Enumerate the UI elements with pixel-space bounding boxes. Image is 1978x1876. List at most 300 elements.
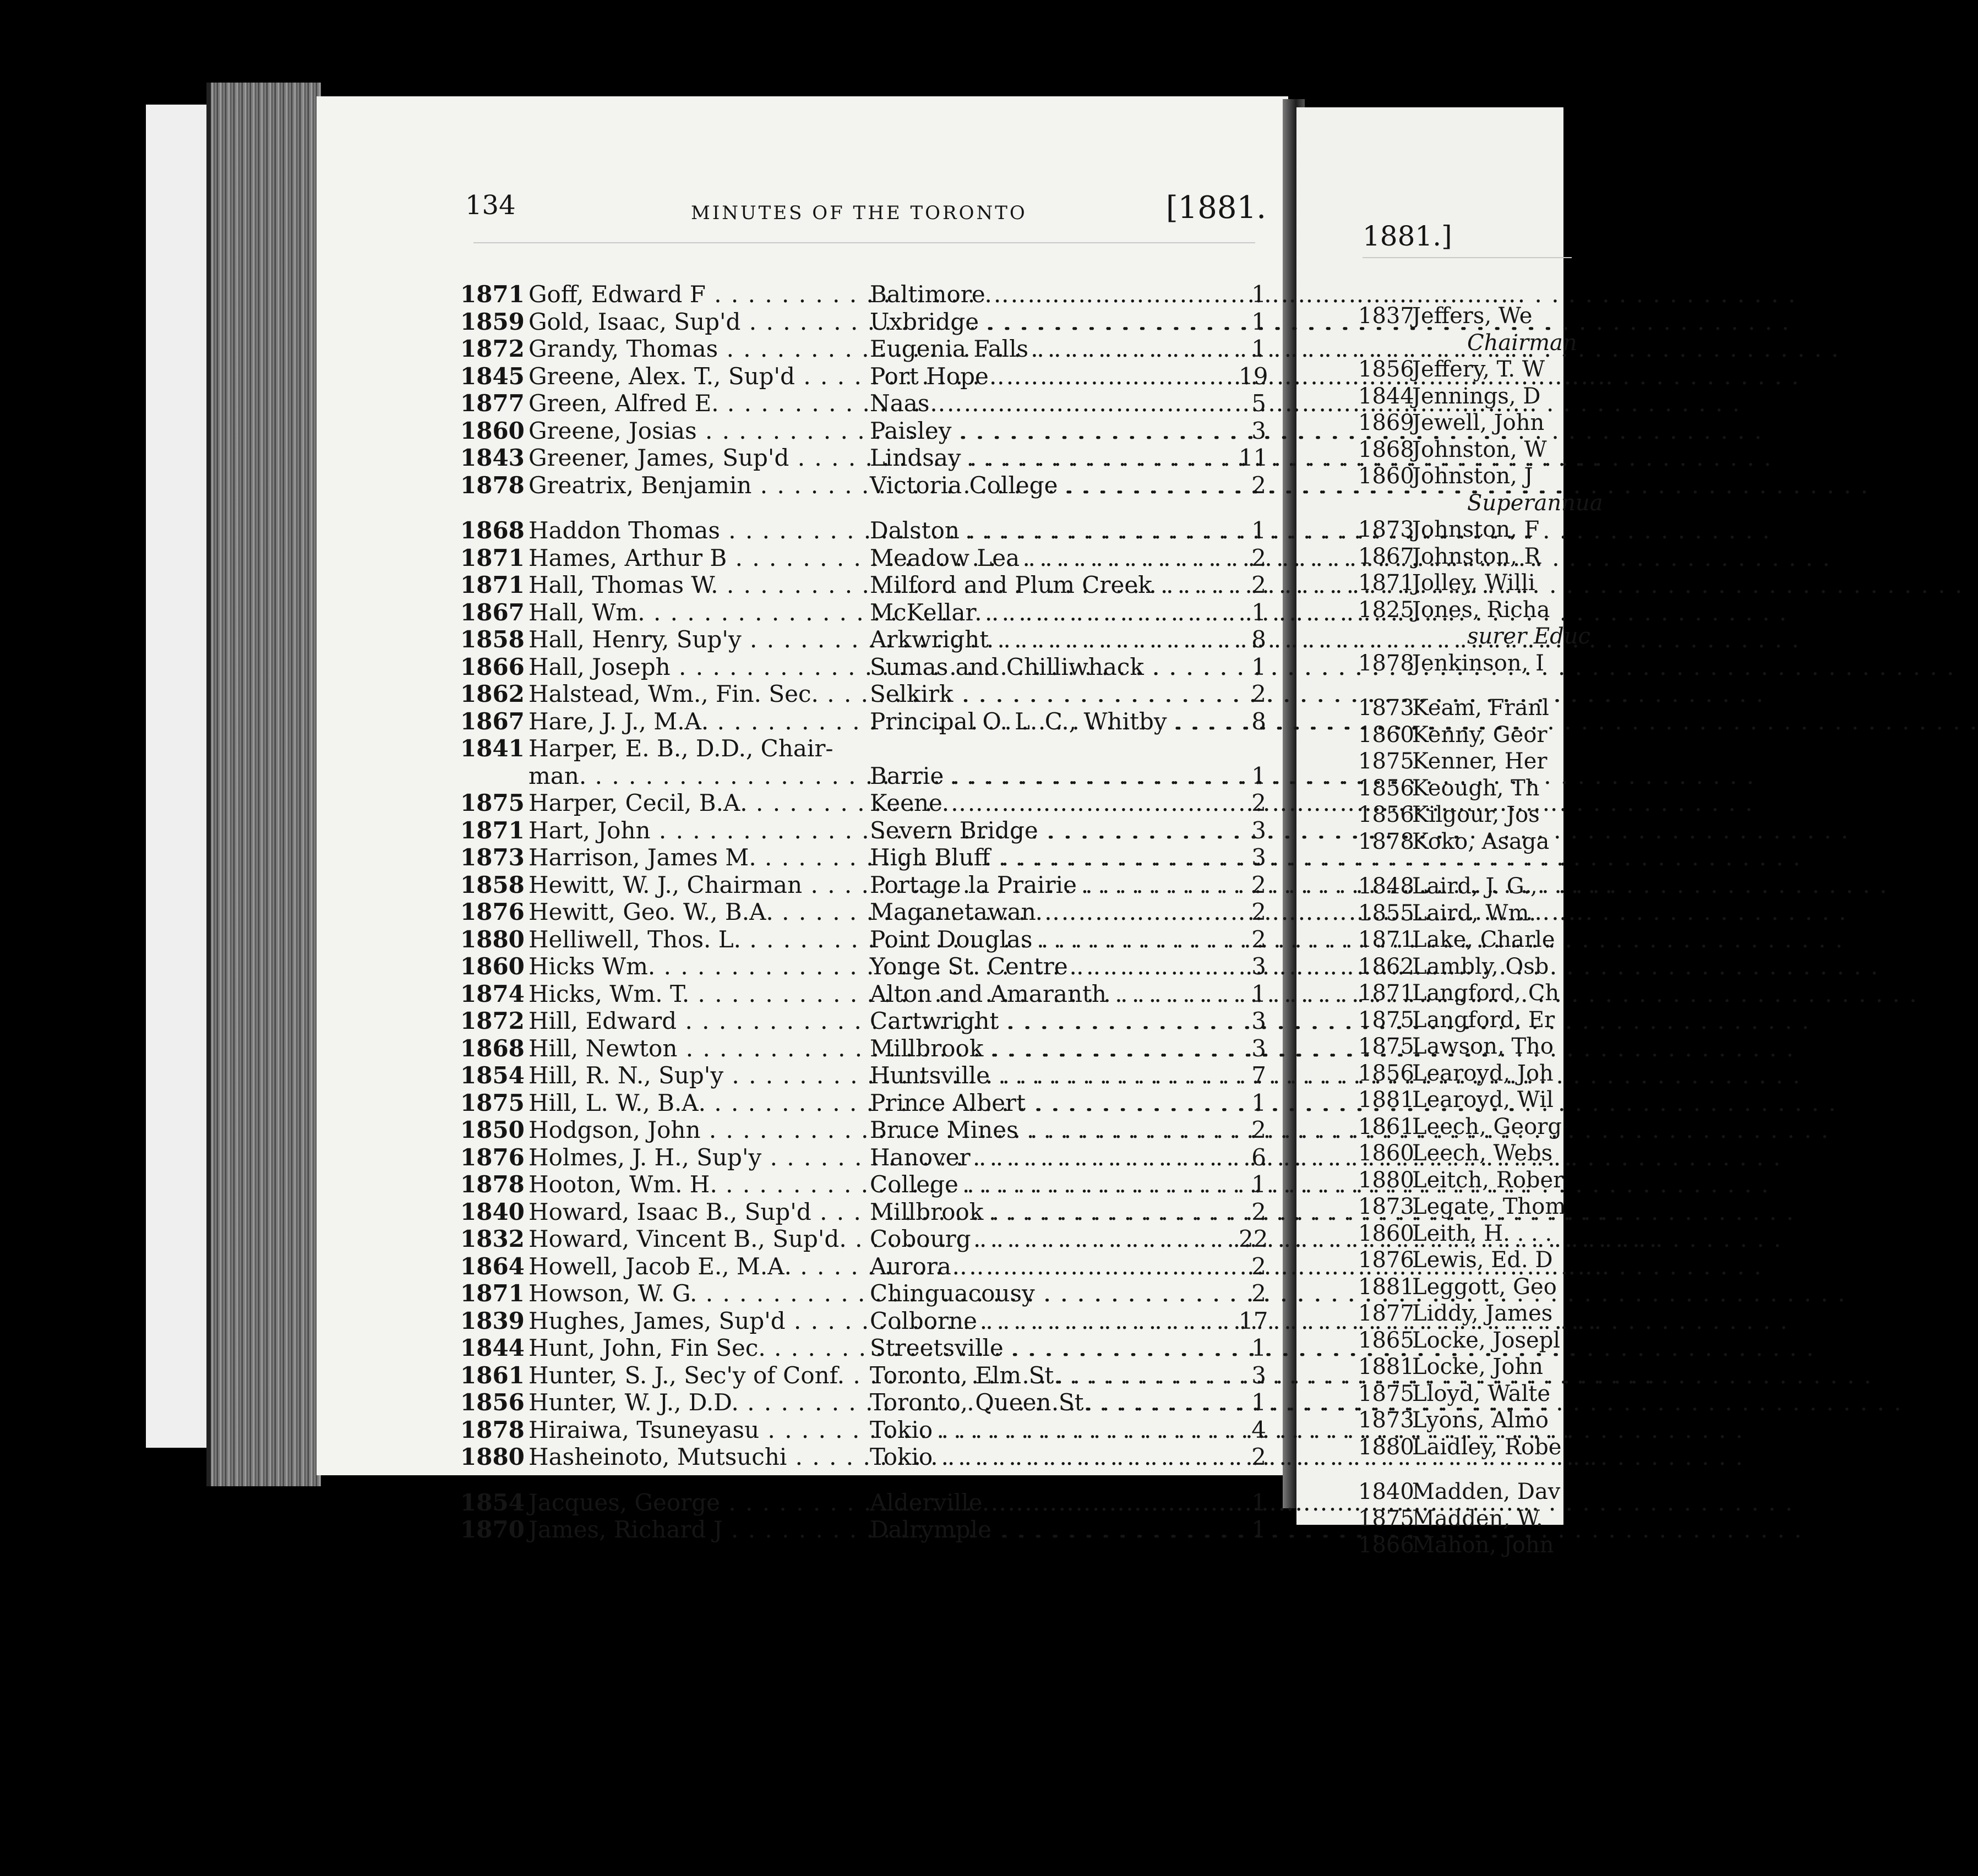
right-entry-text: Jewell, John [1412, 410, 1545, 435]
entry-year: 1850 [460, 1116, 525, 1143]
entry-place: Toronto, Elm St. . . . [870, 1362, 1239, 1389]
entry-place: Selkirk . . . [870, 680, 1239, 708]
entry-count: 2 [1251, 571, 1266, 598]
entry-name: Hall, Joseph . . . [528, 653, 865, 681]
entry-count: 7 [1251, 1062, 1266, 1089]
right-entry-text: Chairman [1467, 330, 1577, 356]
right-entry-year: 1877 [1358, 1301, 1414, 1326]
entry-count: 2 [1251, 1443, 1266, 1470]
entry-year: 1880 [460, 925, 525, 953]
entry-row [446, 1307, 1266, 1335]
entry-year: 1871 [460, 571, 525, 598]
right-entry-text: Jolley, Willi [1412, 570, 1535, 596]
entry-year: 1854 [460, 1062, 525, 1089]
entry-count: 2 [1251, 925, 1266, 953]
right-entry-year: 1873 [1358, 1194, 1414, 1219]
entry-year: 1859 [460, 308, 525, 335]
right-entry-year: 1860 [1358, 1141, 1414, 1166]
page-header [465, 190, 1266, 234]
entry-row [446, 1198, 1266, 1226]
right-entry-year: 1871 [1358, 980, 1414, 1006]
entry-name: Hall, Wm. . . . [528, 599, 865, 626]
entry-year: 1874 [460, 980, 525, 1007]
right-entry-year: 1881 [1358, 1087, 1414, 1112]
right-entry-text: Laird, Wm. [1412, 900, 1536, 926]
right-entry-year: 1856 [1358, 775, 1414, 801]
entry-place: Prince Albert . . . [870, 1089, 1239, 1117]
entry-name: Hall, Henry, Sup'y . . . [528, 626, 865, 653]
entry-row [446, 281, 1266, 308]
right-entry-text: Learoyd, Joh [1412, 1060, 1554, 1086]
right-entry-text: Leith, H. . . . [1412, 1220, 1552, 1246]
entry-name: Hall, Thomas W. . . . [528, 571, 865, 599]
entry-count: 1 [1251, 517, 1266, 544]
right-entry-year: 1867 [1358, 543, 1414, 569]
right-entry-text: Koko, Asaga [1412, 828, 1550, 854]
right-entry-year: 1856 [1358, 802, 1414, 827]
book-shadow [146, 105, 212, 1448]
right-entry-year: 1860 [1358, 463, 1414, 489]
right-entry-text: Johnston, J [1412, 463, 1533, 489]
right-entry-year: 1873 [1358, 695, 1414, 721]
entry-count: 2 [1251, 789, 1266, 816]
entry-count: 1 [1251, 1089, 1266, 1116]
entry-name: Hewitt, Geo. W., B.A. . . . [528, 898, 865, 926]
entry-list [446, 281, 1266, 1544]
entry-row [446, 1062, 1266, 1089]
entry-year: 1876 [460, 898, 525, 925]
entry-count: 3 [1251, 1034, 1266, 1062]
entry-year: 1871 [460, 1280, 525, 1307]
right-entry-year: 1862 [1358, 953, 1414, 979]
entry-year: 1841 [460, 735, 525, 762]
entry-year: 1844 [460, 1334, 525, 1361]
right-entry-year: 1848 [1358, 874, 1414, 899]
entry-row [446, 871, 1266, 899]
entry-name: Hames, Arthur B . . . [528, 544, 865, 572]
entry-place: Millbrook . . . [870, 1035, 1239, 1062]
entry-name: Greener, James, Sup'd . . . [528, 444, 865, 472]
entry-name: Hooton, Wm. H. . . . [528, 1171, 865, 1198]
entry-place: Dalrymple . . . [870, 1516, 1239, 1544]
entry-place: Dalston . . . [870, 517, 1239, 544]
right-entry-text: Lloyd, Walte [1412, 1381, 1551, 1406]
entry-year: 1875 [460, 789, 525, 816]
entry-count: 1 [1251, 1389, 1266, 1416]
entry-place: Keene . . . [870, 789, 1239, 817]
right-entry-text: Mahon, John [1412, 1533, 1554, 1558]
entry-row [446, 953, 1266, 980]
entry-row [446, 1489, 1266, 1517]
entry-year: 1832 [460, 1225, 525, 1252]
entry-row [446, 844, 1266, 871]
entry-year: 1839 [460, 1307, 525, 1334]
right-entry-text: Johnston, W [1412, 437, 1547, 462]
entry-count: 8 [1251, 707, 1266, 735]
right-entry-text: Lambly, Osb [1412, 953, 1549, 979]
entry-year: 1871 [460, 544, 525, 571]
entry-count: 2 [1251, 1280, 1266, 1307]
entry-count: 6 [1251, 1143, 1266, 1171]
right-entry-text: Locke, John [1412, 1354, 1544, 1379]
entry-place: Cobourg . . . [870, 1225, 1239, 1253]
right-entry-year: 1875 [1358, 1506, 1414, 1531]
entry-name: Hicks, Wm. T. . . . [528, 980, 865, 1008]
entry-name: Grandy, Thomas . . . [528, 335, 865, 363]
entry-row [446, 1225, 1266, 1253]
entry-name: Greene, Alex. T., Sup'd . . . [528, 363, 865, 390]
entry-name: Hodgson, John . . . [528, 1116, 865, 1144]
right-entry-text: Kenny, Geor [1412, 722, 1547, 748]
right-page-header: 1881.] [1363, 220, 1452, 252]
entry-name: Holmes, J. H., Sup'y . . . [528, 1144, 865, 1171]
entry-count: 1 [1251, 598, 1266, 626]
entry-count: 22 [1239, 1225, 1268, 1252]
entry-place: Barrie . . . [870, 762, 1239, 790]
entry-row [446, 626, 1266, 653]
right-entry-text: Leech, Georg [1412, 1114, 1562, 1139]
right-entry-text: Johnston, R [1412, 543, 1541, 569]
entry-count: 2 [1251, 898, 1266, 925]
right-entry-text: Laidley, Robe [1412, 1434, 1562, 1460]
right-entry-year: 1873 [1358, 517, 1414, 542]
entry-row [446, 1116, 1266, 1144]
entry-row [446, 1035, 1266, 1062]
entry-row [446, 390, 1266, 417]
right-entry-year: 1825 [1358, 597, 1414, 623]
entry-place: Aurora . . . [870, 1253, 1239, 1280]
entry-count: 3 [1251, 1007, 1266, 1034]
entry-row [446, 1280, 1266, 1307]
right-entry-year: 1860 [1358, 1220, 1414, 1246]
entry-place: Severn Bridge . . . [870, 817, 1239, 844]
right-entry-text: Lyons, Almo [1412, 1408, 1549, 1433]
right-entry-year: 1856 [1358, 1060, 1414, 1086]
entry-name: Green, Alfred E. . . . [528, 390, 865, 417]
right-entry-text: Kenner, Her [1412, 749, 1547, 774]
entry-year: 1873 [460, 844, 525, 871]
right-entry-year: 1881 [1358, 1274, 1414, 1300]
entry-place: Baltimore . . . [870, 281, 1239, 308]
entry-row [446, 708, 1266, 735]
entry-year: 1868 [460, 1034, 525, 1062]
right-entry-text: Leggott, Geo [1412, 1274, 1557, 1300]
entry-name: Hunter, S. J., Sec'y of Conf. . . . [528, 1362, 865, 1389]
entry-count: 1 [1251, 335, 1266, 362]
entry-year: 1860 [460, 953, 525, 980]
entry-count: 3 [1251, 1361, 1266, 1389]
right-entry-year: 1875 [1358, 1007, 1414, 1033]
entry-row [446, 1253, 1266, 1280]
entry-row [446, 1089, 1266, 1117]
right-entry-text: Madden, Dav [1412, 1479, 1561, 1504]
right-entry-text: Jenkinson, I [1412, 650, 1544, 676]
entry-place: Streetsville . . . [870, 1334, 1239, 1362]
entry-year: 1862 [460, 680, 525, 707]
entry-row [446, 1443, 1266, 1471]
entry-year: 1880 [460, 1443, 525, 1470]
entry-row [446, 817, 1266, 844]
entry-year: 1861 [460, 1361, 525, 1389]
entry-year: 1875 [460, 1089, 525, 1116]
right-entry-text: Legate, Thom [1412, 1194, 1566, 1219]
entry-row [446, 1516, 1266, 1544]
entry-name: Howson, W. G. . . . [528, 1280, 865, 1307]
right-entry-year: 1840 [1358, 1479, 1414, 1504]
entry-count: 1 [1251, 1171, 1266, 1198]
right-entry-text: Langford, Ch [1412, 980, 1560, 1006]
right-entry-year: 1873 [1358, 1408, 1414, 1433]
entry-place: Colborne . . . [870, 1307, 1239, 1335]
entry-name: Hare, J. J., M.A. . . . [528, 708, 865, 735]
entry-year: 1878 [460, 1171, 525, 1198]
right-entry-text: Laird, J. G., [1412, 874, 1538, 899]
right-entry-year: 1881 [1358, 1354, 1414, 1379]
entry-count: 4 [1251, 1416, 1266, 1443]
entry-name: Howell, Jacob E., M.A. . . . [528, 1253, 865, 1280]
entry-count: 5 [1251, 390, 1266, 417]
entry-year: 1878 [460, 1416, 525, 1443]
right-entry-text: Learoyd, Wil [1412, 1087, 1554, 1112]
entry-name: Howard, Vincent B., Sup'd. . . . [528, 1225, 865, 1253]
entry-count: 3 [1251, 953, 1266, 980]
entry-place: Milford and Plum Creek . . . [870, 571, 1239, 599]
right-entry-year: 1875 [1358, 1034, 1414, 1059]
entry-place: Sumas and Chilliwhack . . . [870, 653, 1239, 681]
entry-place: Uxbridge . . . [870, 308, 1239, 336]
right-entry-text: Johnston, F [1412, 517, 1540, 542]
entry-name: Hill, R. N., Sup'y . . . [528, 1062, 865, 1089]
entry-year: 1845 [460, 362, 525, 390]
entry-name: Gold, Isaac, Sup'd . . . [528, 308, 865, 336]
right-entry-year: 1875 [1358, 749, 1414, 774]
entry-row [446, 980, 1266, 1008]
entry-row [446, 363, 1266, 390]
entry-row [446, 1362, 1266, 1389]
entry-place: Alton and Amaranth . . . [870, 980, 1239, 1008]
entry-year: 1878 [460, 471, 525, 499]
right-entry-text: Keough, Th [1412, 775, 1540, 801]
entry-row [446, 308, 1266, 336]
section-spacer [446, 1471, 1266, 1489]
entry-row [446, 335, 1266, 363]
right-entry-text: surer Educ [1467, 624, 1590, 649]
entry-place: Naas . . . [870, 390, 1239, 417]
entry-count: 3 [1251, 816, 1266, 844]
entry-name: Greene, Josias . . . [528, 417, 865, 445]
entry-place: Maganetawan . . . [870, 898, 1239, 926]
entry-row [446, 653, 1266, 681]
entry-year: 1876 [460, 1143, 525, 1171]
right-entry-year: 1856 [1358, 357, 1414, 382]
entry-row [446, 571, 1266, 599]
entry-place: Point Douglas . . . [870, 926, 1239, 953]
entry-count: 11 [1239, 444, 1268, 471]
entry-row [446, 517, 1266, 544]
entry-name: Hughes, James, Sup'd . . . [528, 1307, 865, 1335]
entry-count: 1 [1251, 1516, 1266, 1543]
entry-count: 2 [1251, 471, 1266, 499]
right-entry-text: Langford, Er [1412, 1007, 1555, 1033]
entry-place: Eugenia Falls . . . [870, 335, 1239, 363]
entry-name: Harper, Cecil, B.A. . . . [528, 789, 865, 817]
entry-count: 1 [1251, 308, 1266, 335]
entry-place: Hanover . . . [870, 1144, 1239, 1171]
entry-row [446, 1416, 1266, 1444]
entry-name: Hicks Wm. . . . [528, 953, 865, 980]
right-entry-year: 1855 [1358, 900, 1414, 926]
right-entry-text: Lawson, Tho [1412, 1034, 1554, 1059]
right-entry-text: Leech, Webs [1412, 1141, 1553, 1166]
entry-name: Hart, John . . . [528, 817, 865, 844]
right-entry-year: 1865 [1358, 1327, 1414, 1353]
entry-count: 2 [1251, 544, 1266, 571]
right-entry-text: Kilgour, Jos [1412, 802, 1540, 827]
entry-year: 1867 [460, 707, 525, 735]
entry-count: 8 [1251, 626, 1266, 653]
right-entry-year: 1868 [1358, 437, 1414, 462]
entry-count: 19 [1239, 362, 1268, 390]
right-entry-year: 1860 [1358, 722, 1414, 748]
entry-name: Haddon Thomas . . . [528, 517, 865, 544]
entry-name: Greatrix, Benjamin . . . [528, 472, 865, 499]
entry-place: Lindsay . . . [870, 444, 1239, 472]
entry-name: Harper, E. B., D.D., Chair- [528, 735, 833, 762]
entry-place: Bruce Mines . . . [870, 1116, 1239, 1144]
entry-year: 1872 [460, 1007, 525, 1034]
entry-count: 17 [1239, 1307, 1268, 1334]
entry-year: 1858 [460, 871, 525, 898]
entry-place: Portage la Prairie . . . [870, 871, 1239, 899]
entry-row [446, 544, 1266, 572]
entry-year: 1858 [460, 626, 525, 653]
header-rule [473, 242, 1255, 243]
entry-count: 1 [1251, 1488, 1266, 1516]
section-spacer [446, 499, 1266, 517]
entry-count: 3 [1251, 844, 1266, 871]
entry-name: Helliwell, Thos. L. . . . [528, 926, 865, 953]
entry-year: 1877 [460, 390, 525, 417]
entry-place: Meadow Lea . . . [870, 544, 1239, 572]
entry-name: Harrison, James M. . . . [528, 844, 865, 871]
entry-place: Chinguacousy . . . [870, 1280, 1239, 1307]
entry-place: Port Hope . . . [870, 363, 1239, 390]
right-entry-text: Lewis, Ed. D [1412, 1247, 1553, 1273]
entry-year: 1867 [460, 598, 525, 626]
entry-name: Goff, Edward F . . . [528, 281, 865, 308]
entry-place: Paisley . . . [870, 417, 1239, 445]
right-entry-year: 1878 [1358, 650, 1414, 676]
entry-place: Toronto, Queen St. . . . [870, 1389, 1239, 1416]
entry-place: Huntsville . . . [870, 1062, 1239, 1089]
right-entry-text: Liddy, James [1412, 1301, 1553, 1326]
entry-name: Hasheinoto, Mutsuchi . . . [528, 1443, 865, 1471]
entry-name: Hunter, W. J., D.D. . . . [528, 1389, 865, 1416]
book-fore-edge [206, 83, 321, 1486]
right-entry-year: 1880 [1358, 1167, 1414, 1193]
right-entry-year: 1844 [1358, 383, 1414, 409]
entry-place: McKellar . . . [870, 599, 1239, 626]
entry-place: College . . . [870, 1171, 1239, 1198]
right-entry-year: 1869 [1358, 410, 1414, 435]
right-entry-text: Jeffery, T. W [1412, 357, 1545, 382]
entry-row [446, 417, 1266, 445]
right-entry-year: 1871 [1358, 927, 1414, 952]
entry-year: 1871 [460, 281, 525, 308]
right-entry-text: Madden, W. [1412, 1506, 1543, 1531]
entry-count: 2 [1251, 1116, 1266, 1143]
entry-year: 1868 [460, 517, 525, 544]
right-entry-year: 1861 [1358, 1114, 1414, 1139]
entry-row [446, 789, 1266, 817]
right-entry-text: Superannua [1467, 490, 1603, 516]
entry-year: 1840 [460, 1198, 525, 1225]
entry-row [446, 1171, 1266, 1198]
entry-row [446, 1144, 1266, 1171]
entry-count: 2 [1251, 1252, 1266, 1280]
entry-count: 1 [1251, 653, 1266, 680]
entry-place: Cartwright . . . [870, 1007, 1239, 1035]
entry-count: 1 [1251, 762, 1266, 789]
right-entry-year: 1876 [1358, 1247, 1414, 1273]
entry-year: 1843 [460, 444, 525, 471]
right-entry-text: Keam, Franl [1412, 695, 1549, 721]
entry-count: 2 [1251, 680, 1266, 707]
entry-name: Hill, L. W., B.A. . . . [528, 1089, 865, 1117]
entry-row [446, 680, 1266, 708]
entry-row [446, 1334, 1266, 1362]
entry-row [446, 472, 1266, 499]
entry-place: Tokio . . . [870, 1416, 1239, 1444]
entry-place: High Bluff . . . [870, 844, 1239, 871]
entry-count: 3 [1251, 417, 1266, 444]
entry-name: Hill, Edward . . . [528, 1007, 865, 1035]
entry-count: 1 [1251, 281, 1266, 308]
entry-name: James, Richard J . . . [528, 1516, 865, 1544]
entry-row [446, 444, 1266, 472]
entry-year: 1870 [460, 1516, 525, 1543]
right-entry-text: Lake, Charle [1412, 927, 1555, 952]
right-entry-year: 1871 [1358, 570, 1414, 596]
entry-year: 1866 [460, 653, 525, 680]
entry-count: 2 [1251, 871, 1266, 898]
entry-name: Hewitt, W. J., Chairman . . . [528, 871, 865, 899]
entry-row [446, 898, 1266, 926]
entry-name: Halstead, Wm., Fin. Sec. . . . [528, 680, 865, 708]
entry-place: Tokio . . . [870, 1443, 1239, 1471]
entry-row [446, 1389, 1266, 1416]
entry-count: 1 [1251, 1334, 1266, 1361]
right-entry-year: 1878 [1358, 828, 1414, 854]
right-entry-year: 1875 [1358, 1381, 1414, 1406]
entry-name: Hiraiwa, Tsuneyasu . . . [528, 1416, 865, 1444]
entry-name: Jacques, George . . . [528, 1489, 865, 1517]
entry-row [446, 599, 1266, 626]
entry-name: man. . . . [528, 762, 865, 790]
right-entry-year: 1866 [1358, 1533, 1414, 1558]
entry-name: Hunt, John, Fin Sec. . . . [528, 1334, 865, 1362]
right-entry-year: 1880 [1358, 1434, 1414, 1460]
right-entry-year: 1837 [1358, 303, 1414, 329]
right-entry-text: Jones, Richa [1412, 597, 1550, 623]
right-entry-text: Locke, Josepl [1412, 1327, 1561, 1353]
page-number: 134 [465, 190, 516, 221]
entry-name: Howard, Isaac B., Sup'd . . . [528, 1198, 865, 1226]
right-entry-text: Jennings, D [1412, 383, 1541, 409]
entry-count: 2 [1251, 1198, 1266, 1225]
page-title: MINUTES OF THE TORONTO [691, 202, 1027, 224]
entry-year: 1864 [460, 1252, 525, 1280]
